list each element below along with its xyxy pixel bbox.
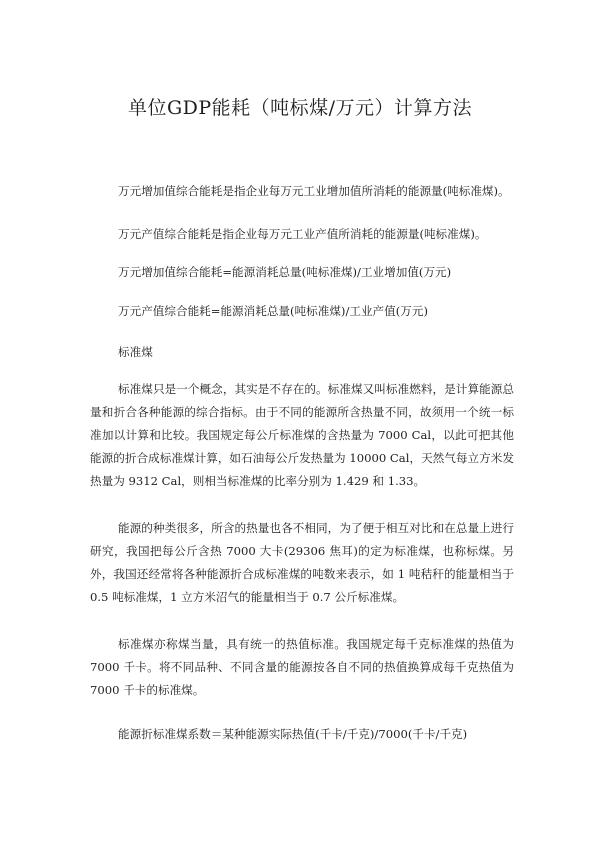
- paragraph-coal-equivalent: 标准煤亦称煤当量，具有统一的热值标准。我国规定每千克标准煤的热值为 7000 千卡。将不同品种、不同含量的能源按各自不同的热值换算成每千克热值为 7000 千卡的标准煤。: [90, 637, 514, 697]
- definition-output-value: 万元产值综合能耗是指企业每万元工业产值所消耗的能源量(吨标准煤)。: [118, 227, 487, 241]
- formula-value-added: 万元增加值综合能耗=能源消耗总量(吨标准煤)/工业增加值(万元): [118, 265, 452, 279]
- paragraph-standard-coal-concept: 标准煤只是一个概念，其实是不存在的。标准煤又叫标准燃料，是计算能源总量和折合各种能源的综合指标。由于不同的能源所含热量不同，故须用一个统一标准加以计算和比较。我国规定每公斤标准煤的含热量为 7000 Cal，以此可把其他能源的折合成标准煤计算，如石油每公斤发热量为 10000 Cal，天然气每立方米发热量为 9312 Cal，则相当标准煤的比率分别为 1.429 和 1.33。: [90, 382, 514, 488]
- page-title: 单位GDP能耗（吨标煤/万元）计算方法: [127, 97, 473, 119]
- section-heading-standard-coal: 标准煤: [118, 345, 153, 359]
- definition-value-added: 万元增加值综合能耗是指企业每万元工业增加值所消耗的能源量(吨标准煤)。: [118, 184, 510, 198]
- paragraph-energy-types: 能源的种类很多，所含的热量也各不相同，为了便于相互对比和在总量上进行研究，我国把每公斤含热 7000 大卡(29306 焦耳)的定为标准煤，也称标煤。另外，我国还经常将各种能源折合成标准煤的吨数来表示，如 1 吨秸秆的能量相当于 0.5 吨标准煤，1 立方米沼气的能量相当于 0.7 公斤标准煤。: [90, 521, 514, 604]
- formula-output-value: 万元产值综合能耗=能源消耗总量(吨标准煤)/工业产值(万元): [118, 304, 428, 318]
- conversion-coefficient-formula: 能源折标准煤系数＝某种能源实际热值(千卡/千克)/7000(千卡/千克): [118, 727, 468, 741]
